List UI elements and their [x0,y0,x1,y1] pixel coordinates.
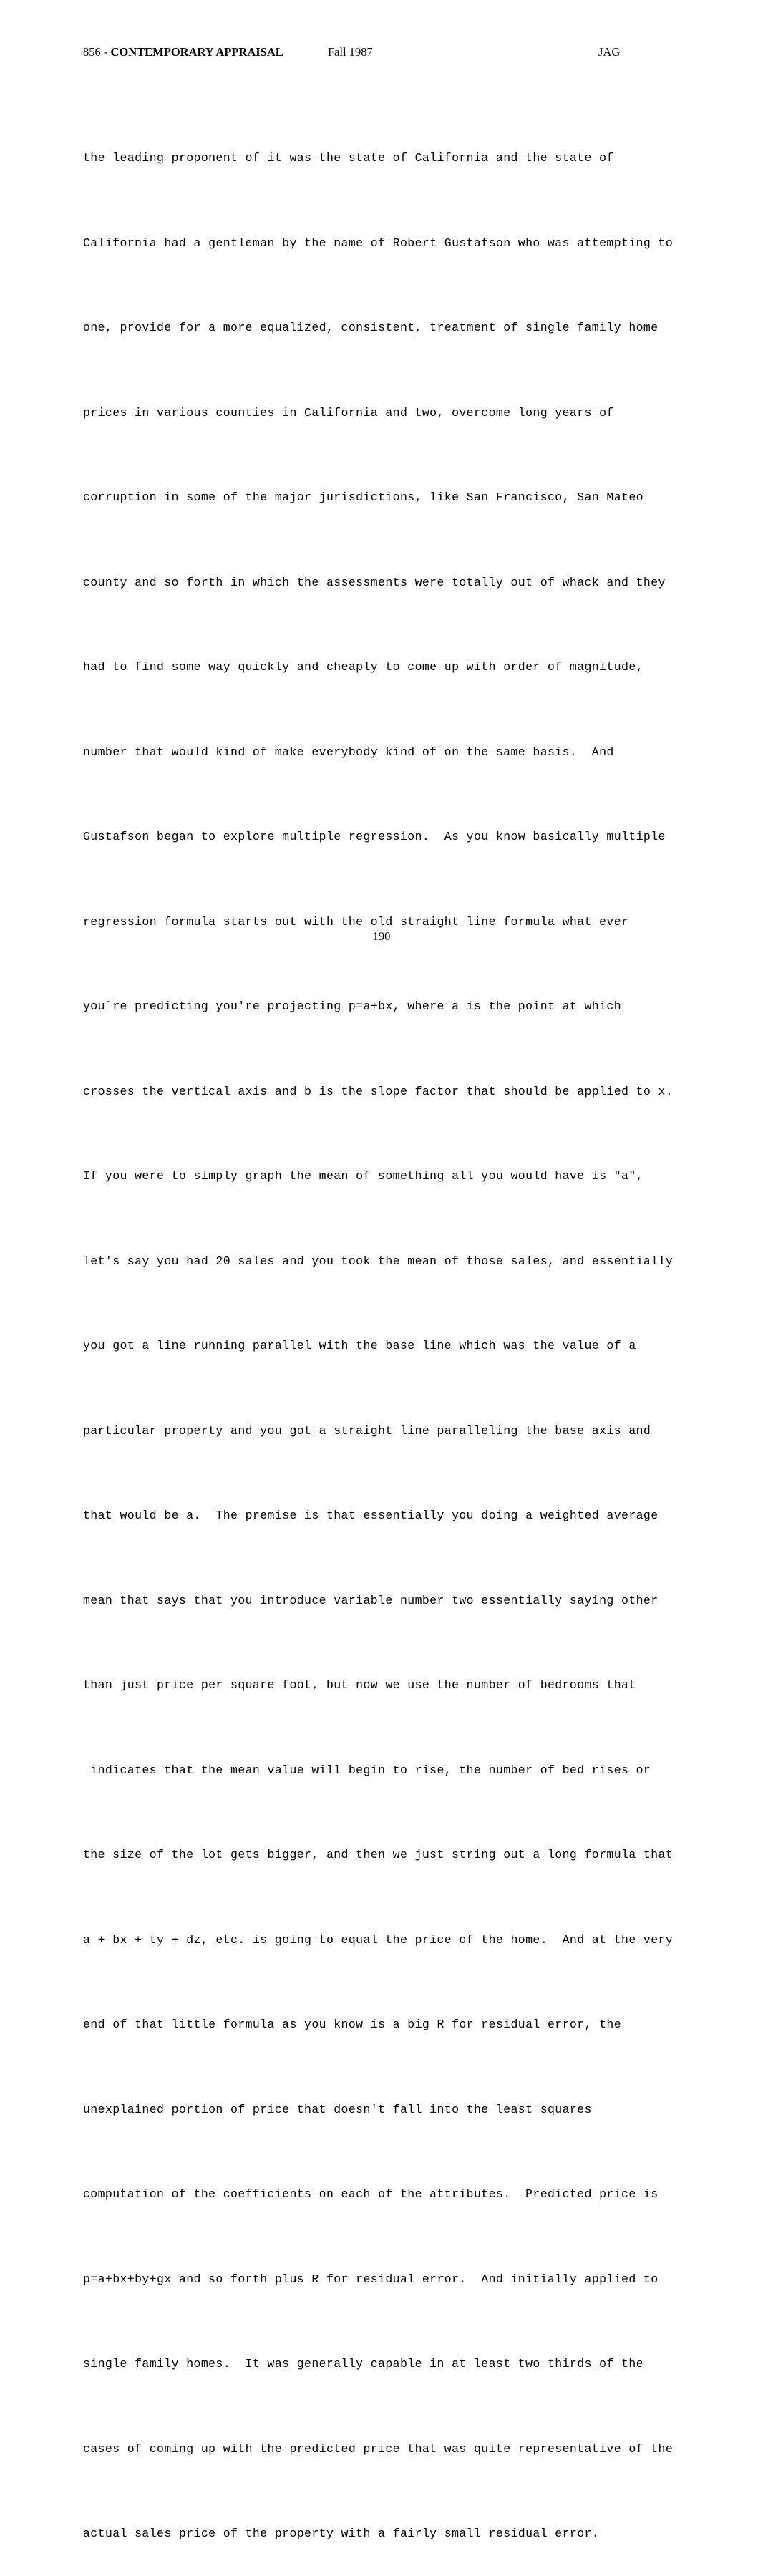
text-line: you`re predicting you're projecting p=a+bx, where a is the point at which [83,999,622,1013]
text-line: the leading proponent of it was the state of California and the state of [83,151,614,165]
page-number: 190 [372,929,391,943]
text-line: p=a+bx+by+gx and so forth plus R for residual error. And initially applied to [83,2272,658,2286]
text-line: end of that little formula as you know is a big R for residual error, the [83,2018,622,2031]
text-line: you got a line running parallel with the base line which was the value of a [83,1339,636,1352]
text-line: number that would kind of make everybody kind of on the same basis. And [83,745,614,759]
text-line: the size of the lot gets bigger, and then we just string out a long formula that [83,1848,674,1861]
page-header [0,44,763,60]
text-line: a + bx + ty + dz, etc. is going to equal the price of the home. And at the very [83,1932,674,1947]
course-name: CONTEMPORARY APPRAISAL [110,45,283,59]
text-line: let's say you had 20 sales and you took the mean of those sales, and essentially [83,1254,674,1268]
transcript-body [83,87,727,2576]
text-line: one, provide for a more equalized, consistent, treatment of single family home [83,321,658,334]
text-line: single family homes. It was generally capable in at least two thirds of the [83,2357,643,2371]
text-line: cases of coming up with the predicted price that was quite representative of the [83,2441,674,2456]
text-line: corruption in some of the major jurisdictions, like San Francisco, San Mateo [83,490,643,504]
text-line: actual sales price of the property with a fairly small residual error. [83,2527,600,2540]
text-line: regression formula starts out with the old straight line formula what ever [83,914,629,929]
text-line: indicates that the mean value will begin to rise, the number of bed rises or [83,1763,651,1777]
text-line: prices in various counties in California and two, overcome long years of [83,405,614,420]
text-line: If you were to simply graph the mean of something all you would have is "a", [83,1169,643,1183]
course-title [83,44,283,60]
course-number: 856 - [83,45,111,59]
text-line: mean that says that you introduce variable number two essentially saying other [83,1593,658,1607]
text-line: crosses the vertical axis and b is the slope factor that should be applied to x. [83,1084,674,1098]
text-line: unexplained portion of price that doesn't fall into the least squares [83,2102,592,2116]
text-line: California had a gentleman by the name of Robert Gustafson who was attempting to [83,236,674,250]
course-term: Fall 1987 [328,45,373,59]
text-line: computation of the coefficients on each of the attributes. Predicted price is [83,2187,658,2201]
text-line: had to find some way quickly and cheaply to come up with order of magnitude, [83,660,643,674]
text-line: Gustafson began to explore multiple regression. As you know basically multiple [83,830,666,843]
text-line: than just price per square foot, but now we use the number of bedrooms that [83,1678,636,1692]
text-line: that would be a. The premise is that essentially you doing a weighted average [83,1509,658,1522]
author-initials: JAG [598,45,621,59]
text-line: particular property and you got a straight line paralleling the base axis and [83,1423,651,1438]
text-line: county and so forth in which the assessments were totally out of whack and they [83,575,666,589]
